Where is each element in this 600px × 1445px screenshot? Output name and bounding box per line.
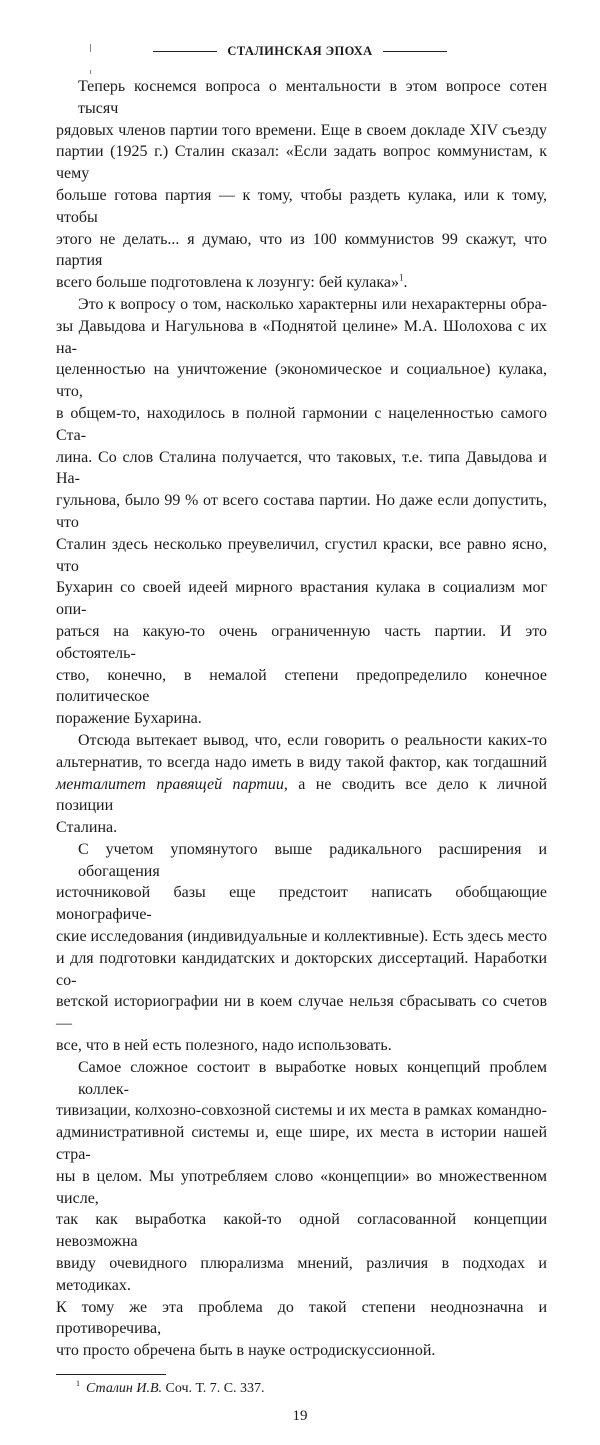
text-segment: Бухарин со своей идеей мирного врастания кулака в социализм мог опи- xyxy=(56,579,547,619)
text-line xyxy=(56,1122,547,1166)
text-segment: К тому же эта проблема до такой степени неоднозначна и противоречива, xyxy=(56,1298,547,1338)
text-segment: ские исследования (индивидуальные и коллективные). Есть здесь место xyxy=(56,928,547,946)
footnote-reference[interactable]: 1 xyxy=(398,272,404,283)
running-header-title: СТАЛИНСКАЯ ЭПОХА xyxy=(227,44,373,58)
text-line xyxy=(56,1057,547,1101)
text-segment: альтернатив, то всегда надо иметь в виду такой фактор, как тогдашний xyxy=(56,753,547,771)
text-line xyxy=(56,1297,547,1341)
paragraph xyxy=(56,730,547,839)
text-line xyxy=(56,1035,547,1057)
text-segment: и для подготовки кандидатских и докторских диссертаций. Наработки со- xyxy=(56,949,547,989)
text-segment: раться на какую-то очень ограниченную часть партии. И это обстоятель- xyxy=(56,622,547,662)
text-line xyxy=(56,229,547,273)
text-segment: поражение Бухарина. xyxy=(56,710,202,728)
text-line xyxy=(56,316,547,360)
header-rule-left xyxy=(153,51,217,52)
text-line xyxy=(56,621,547,665)
page-number: 19 xyxy=(292,1408,308,1425)
text-segment: , а не сводить все дело к личной позиции xyxy=(56,775,548,815)
text-line xyxy=(56,991,547,1035)
text-line xyxy=(56,294,547,316)
paragraph xyxy=(56,294,547,730)
text-segment: лина. Со слов Сталина получается, что таковых, т.е. типа Давыдова и На- xyxy=(56,448,547,488)
text-segment: административной системы и, еще шире, их места в истории нашей стра- xyxy=(56,1124,547,1164)
footnote-separator xyxy=(56,1374,166,1375)
text-line xyxy=(56,839,547,883)
footnote-number: 1 xyxy=(76,1379,80,1389)
text-line xyxy=(56,1209,547,1253)
text-segment: целенностью на уничтожение (экономическое и социальное) кулака, что, xyxy=(56,361,547,401)
text-line xyxy=(56,141,547,185)
text-line xyxy=(56,752,547,774)
text-line xyxy=(56,403,547,447)
text-line xyxy=(56,1340,547,1362)
text-line xyxy=(56,447,547,491)
text-segment: ны в целом. Мы употребляем слово «концепции» во множественном числе, xyxy=(56,1167,547,1207)
text-line xyxy=(56,120,547,142)
text-segment: этого не делать... я думаю, что из 100 коммунистов 99 скажут, что партия xyxy=(56,230,547,270)
footnote-text: Соч. Т. 7. С. 337. xyxy=(162,1381,265,1397)
text-segment: что просто обречена быть в науке остродискуссионной. xyxy=(56,1342,436,1360)
text-line xyxy=(56,534,547,578)
text-segment: ство, конечно, в немалой степени предопределило конечное политическое xyxy=(56,666,547,706)
text-segment: ввиду очевидного плюрализма мнений, различия в подходах и методиках. xyxy=(56,1255,547,1294)
emphasis-text: менталитет правящей партии xyxy=(56,775,284,793)
text-segment: всего больше подготовлена к лозунгу: бей кулака» xyxy=(56,274,399,292)
text-line xyxy=(56,926,547,948)
text-line xyxy=(56,948,547,992)
scan-mark xyxy=(90,44,91,52)
text-segment: источниковой базы еще предстоит написать обобщающие монографиче- xyxy=(56,884,547,924)
text-segment: тивизации, колхозно-совхозной системы и их места в рамках командно- xyxy=(56,1102,547,1120)
text-segment: в общем-то, находилось в полной гармонии с нацеленностью самого Ста- xyxy=(56,404,547,444)
text-segment: Сталин здесь несколько преувеличил, сгустил краски, все равно ясно, что xyxy=(56,535,547,575)
text-segment: Сталина. xyxy=(56,819,118,837)
text-line xyxy=(56,76,547,120)
text-line xyxy=(56,359,547,403)
text-line: всего больше подготовлена к лозунгу: бей кулака»$^1$. xyxy=(56,272,408,292)
text-line xyxy=(56,1166,547,1210)
footnote xyxy=(76,1380,600,1397)
paragraph xyxy=(56,839,547,1057)
text-segment: так как выработка какой-то одной согласованной концепции невозможна xyxy=(56,1211,547,1251)
text-segment: Это к вопросу о том, насколько характерны или нехарактерны обра- xyxy=(78,295,547,313)
text-line xyxy=(56,817,547,839)
text-segment: партии (1925 г.) Сталин сказал: «Если задать вопрос коммунистам, к чему xyxy=(56,143,547,183)
text-line xyxy=(56,665,547,709)
text-segment: С учетом упомянутого выше радикального расширения и обогащения xyxy=(78,840,547,880)
text-segment: Самое сложное состоит в выработке новых концепций проблем коллек- xyxy=(78,1058,547,1098)
text-segment: Теперь коснемся вопроса о ментальности в этом вопросе сотен тысяч xyxy=(78,78,547,117)
text-line xyxy=(56,730,547,752)
text-segment: зы Давыдова и Нагульнова в «Поднятой целине» М.А. Шолохова с их на- xyxy=(56,317,547,357)
header-rule-right xyxy=(383,51,447,52)
text-line xyxy=(56,1253,547,1297)
text-line xyxy=(56,577,547,621)
text-segment: больше готова партия — к тому, чтобы раздеть кулака, или к тому, чтобы xyxy=(56,186,547,226)
body-text xyxy=(56,76,547,1362)
text-line xyxy=(56,708,547,730)
text-segment: рядовых членов партии того времени. Еще в своем докладе XIV съезду xyxy=(56,121,547,139)
footnote-author: Сталин И.В. xyxy=(86,1381,163,1397)
text-line xyxy=(56,490,547,534)
text-line xyxy=(56,774,547,818)
text-segment: ветской историографии ни в коем случае нельзя сбрасывать со счетов — xyxy=(56,993,547,1033)
paragraph xyxy=(56,76,547,294)
text-line xyxy=(56,185,547,229)
text-segment: все, что в ней есть полезного, надо использовать. xyxy=(56,1037,392,1055)
text-segment: Отсюда вытекает вывод, что, если говорить о реальности каких-то xyxy=(78,731,547,749)
text-line xyxy=(56,882,547,926)
paragraph xyxy=(56,1057,547,1362)
text-segment: гульнова, было 99 % от всего состава партии. Но даже если допустить, что xyxy=(56,492,547,531)
scan-mark xyxy=(90,70,91,74)
text-line xyxy=(56,1100,547,1122)
